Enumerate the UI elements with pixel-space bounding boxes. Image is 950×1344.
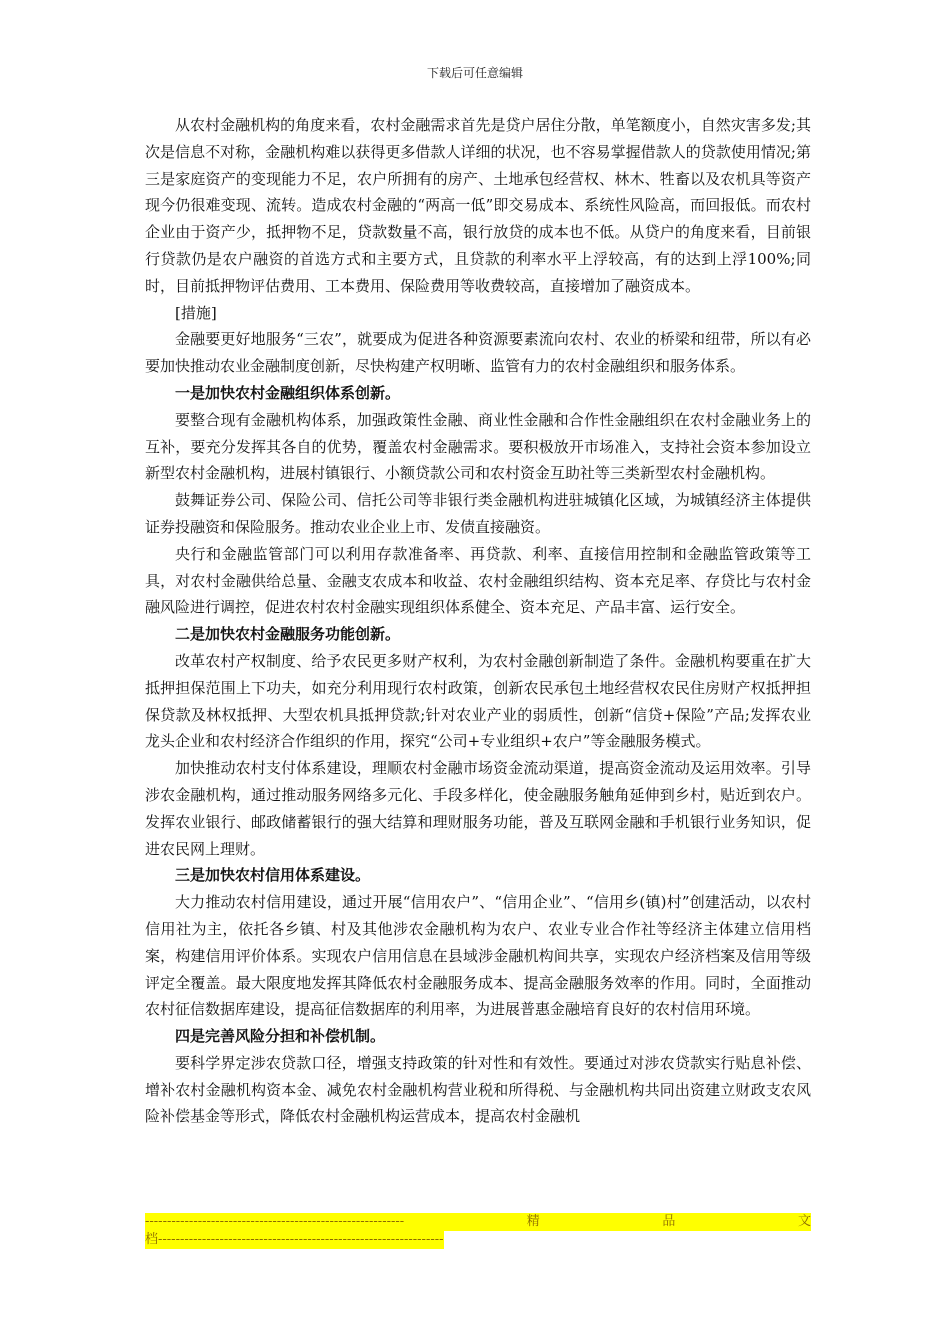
footer-dashes: ----------------------------------------------------------- [145, 1214, 405, 1229]
paragraph: 鼓舞证券公司、保险公司、信托公司等非银行类金融机构进驻城镇化区域，为城镇经济主体提供证券投融资和保险服务。推动农业企业上市、发债直接融资。 [145, 491, 811, 536]
paragraph: 从农村金融机构的角度来看，农村金融需求首先是贷户居住分散，单笔额度小，自然灾害多发;其次是信息不对称，金融机构难以获得更多借款人详细的状况，也不容易掌握借款人的贷款使用情况;第三是家庭资产的变现能力不足，农户所拥有的房产、土地承包经营权、林木、牲畜以及农机具等资产现今仍很难变现、流转。造成农村金融的“两高一低”即交易成本、系统性风险高，而回报低。而农村企业由于资产少，抵押物不足，贷款数量不高，银行放贷的成本也不低。从贷户的角度来看，目前银行贷款仍是农户融资的首选方式和主要方式，且贷款的利率水平上浮较高，有的达到上浮100%;同时，目前抵押物评估费用、工本费用、保险费用等收费较高，直接增加了融资成本。 [145, 116, 811, 295]
section-heading: 一是加快农村金融组织体系创新。 [175, 383, 401, 402]
footer-line-2: 档----------------------------------------------------------------- [145, 1232, 444, 1247]
document-body [145, 112, 811, 1130]
page-header: 下载后可任意编辑 [426, 66, 523, 80]
paragraph: 金融要更好地服务“三农”，就要成为促进各种资源要素流向农村、农业的桥梁和纽带，所以有必要加快推动农业金融制度创新，尽快构建产权明晰、监管有力的农村金融组织和服务体系。 [145, 330, 811, 376]
section-bracket-title: [措施] [175, 303, 217, 322]
section-heading: 三是加快农村信用体系建设。 [175, 866, 371, 885]
footer-word: 品 [662, 1214, 676, 1229]
paragraph: 央行和金融监管部门可以利用存款准备率、再贷款、利率、直接信用控制和金融监管政策等工具，对农村金融供给总量、金融支农成本和收益、农村金融组织结构、资本充足率、存贷比与农村金融风险进行调控，促进农村农村金融实现组织体系健全、资本充足、产品丰富、运行安全。 [145, 544, 811, 617]
section-heading: 二是加快农村金融服务功能创新。 [175, 625, 401, 644]
section-heading: 四是完善风险分担和补偿机制。 [175, 1027, 386, 1046]
paragraph: 加快推动农村支付体系建设，理顺农村金融市场资金流动渠道，提高资金流动及运用效率。引导涉农金融机构，通过推动服务网络多元化、手段多样化，使金融服务触角延伸到乡村，贴近到农户。发挥农业银行、邮政储蓄银行的强大结算和理财服务功能，普及互联网金融和手机银行业务知识，促进农民网上理财。 [145, 759, 811, 858]
footer-word: 文 [797, 1214, 811, 1229]
footer-watermark [145, 1213, 811, 1255]
paragraph: 要科学界定涉农贷款口径，增强支持政策的针对性和有效性。要通过对涉农贷款实行贴息补偿、增补农村金融机构资本金、减免农村金融机构营业税和所得税、与金融机构共同出资建立财政支农风险补偿基金等形式，降低农村金融机构运营成本，提高农村金融机 [145, 1053, 811, 1126]
footer-line-1 [145, 1213, 811, 1231]
paragraph: 改革农村产权制度、给予农民更多财产权利，为农村金融创新制造了条件。金融机构要重在扩大抵押担保范围上下功夫，如充分利用现行农村政策，创新农民承包土地经营权农民住房财产权抵押担保贷款及林权抵押、大型农机具抵押贷款;针对农业产业的弱质性，创新“信贷+保险”产品;发挥农业龙头企业和农村经济合作组织的作用，探究“公司+专业组织+农户”等金融服务模式。 [145, 651, 811, 751]
paragraph: 大力推动农村信用建设，通过开展“信用农户”、“信用企业”、“信用乡(镇)村”创建活动，以农村信用社为主，依托各乡镇、村及其他涉农金融机构为农户、农业专业合作社等经济主体建立信用档案，构建信用评价体系。实现农户信用信息在县域涉金融机构间共享，实现农户经济档案及信用等级评定全覆盖。最大限度地发挥其降低农村金融服务成本、提高金融服务效率的作用。同时，全面推动农村征信数据库建设，提高征信数据库的利用率，为进展普惠金融培育良好的农村信用环境。 [145, 893, 811, 1019]
footer-word: 精 [526, 1214, 540, 1229]
paragraph: 要整合现有金融机构体系，加强政策性金融、商业性金融和合作性金融组织在农村金融业务上的互补，要充分发挥其各自的优势，覆盖农村金融需求。要积极放开市场准入，支持社会资本参加设立新型农村金融机构，进展村镇银行、小额贷款公司和农村资金互助社等三类新型农村金融机构。 [145, 410, 811, 483]
